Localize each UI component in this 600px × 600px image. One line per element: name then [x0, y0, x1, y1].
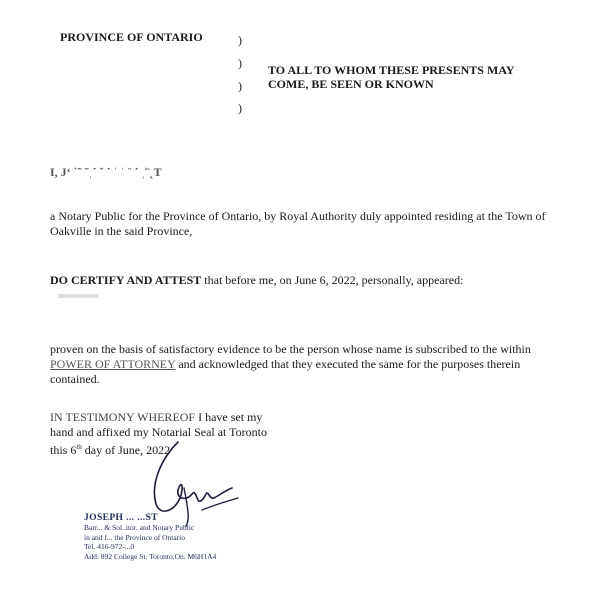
stamp-line-2: in and f... the Province of Ontario	[84, 532, 186, 542]
certify-paragraph	[50, 273, 570, 288]
certify-lead: DO CERTIFY AND ATTEST	[50, 273, 202, 287]
bracket-2: )	[238, 56, 242, 70]
bracket-1: )	[238, 33, 242, 47]
evidence-paragraph	[50, 342, 550, 387]
address-heading: TO ALL TO WHOM THESE PRESENTS MAY COME, BE SEEN OR KNOWN	[268, 63, 515, 91]
stamp-name: JOSEPH ... ...ST	[84, 513, 158, 523]
document-title: POWER OF ATTORNEY	[50, 357, 176, 371]
notary-stamp	[84, 513, 216, 561]
bracket-3: )	[238, 79, 242, 93]
stamp-line-1: Barr... & Sol..itor. and Notary Public	[84, 523, 195, 532]
notary-appointment-paragraph: a Notary Public for the Province of Ontario, by Royal Authority duly appointed residing at the Town of Oakville in the said Province,	[50, 209, 546, 238]
redacted-name-mark	[58, 294, 98, 298]
notary-name-line: I, Jʻ ˋ˜ ˜ˌ˙ ˘ ˙ ˈ ˈ ¨ ˙ ˌ͑ˉ˛T	[50, 165, 162, 179]
certify-rest: that before me, on June 6, 2022, personally, appeared:	[201, 273, 464, 287]
stamp-line-4: Add: 892 College St. Toronto,On. M6H1A4	[84, 551, 217, 561]
stamp-line-3: Tel. 416-972-...0	[84, 542, 135, 551]
testimony-line-3-post: day of June, 2022	[81, 443, 171, 457]
bracket-4: )	[238, 101, 242, 115]
testimony-lead: IN TESTIMONY WHEREOF	[50, 410, 196, 424]
evidence-part-2: and acknowledged that they executed the same for the purposes therein contained.	[50, 357, 521, 386]
testimony-ordinal: th	[76, 443, 82, 451]
evidence-part-1: proven on the basis of satisfactory evidence to be the person whose name is subscribed to the within	[50, 342, 531, 356]
testimony-line-3-pre: this 6	[50, 443, 77, 457]
testimony-line-1: I have set my	[195, 410, 263, 424]
testimony-line-2: hand and affixed my Notarial Seal at Toronto	[50, 425, 267, 439]
province-heading: PROVINCE OF ONTARIO	[60, 30, 203, 44]
